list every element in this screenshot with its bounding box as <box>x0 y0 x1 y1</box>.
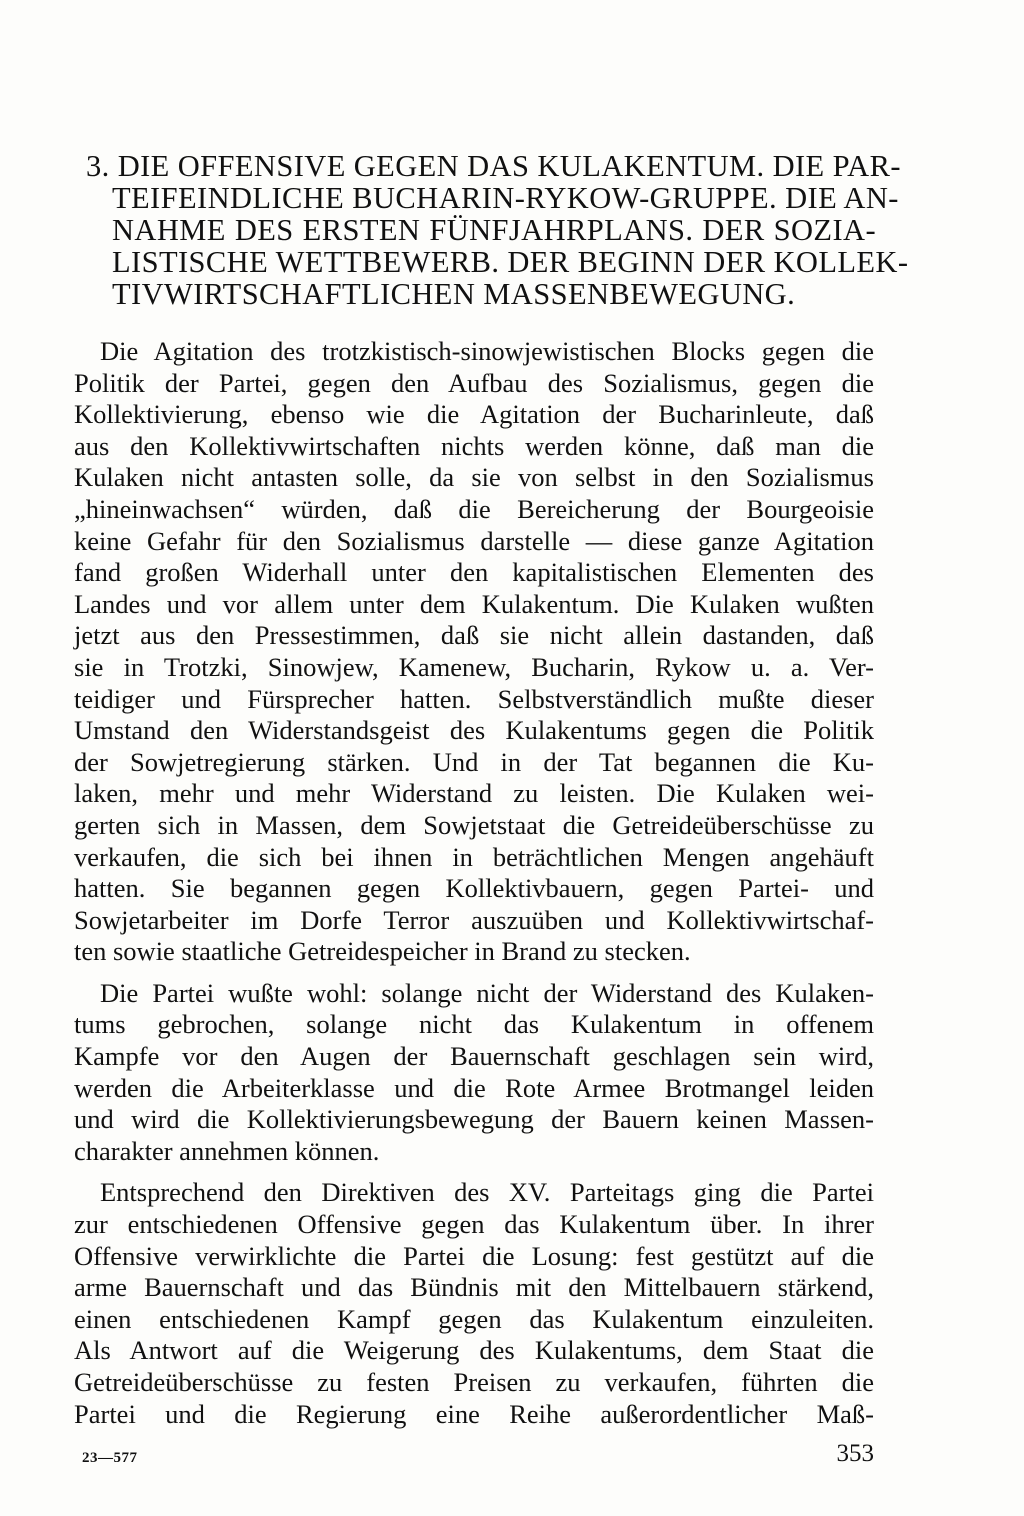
text-line: Sowjetarbeiter im Dorfe Terror auszuüben und Kollektivwirtschaf- <box>74 904 874 935</box>
body-text <box>74 336 874 1440</box>
text-line: Offensive verwirklichte die Partei die Losung: fest gestützt auf die <box>74 1240 874 1271</box>
text-line: teidiger und Fürsprecher hatten. Selbstverständlich mußte dieser <box>74 683 874 714</box>
text-line: werden die Arbeiterklasse und die Rote Armee Brotmangel leiden <box>74 1072 874 1103</box>
text-line: Umstand den Widerstandsgeist des Kulakentums gegen die Politik <box>74 715 874 746</box>
text-line: aus den Kollektivwirtschaften nichts werden könne, daß man die <box>74 430 874 461</box>
text-line: Die Agitation des trotzkistisch-sinowjewistischen Blocks gegen die <box>100 336 874 366</box>
heading-line: TIVWIRTSCHAFTLICHEN MASSENBEWEGUNG. <box>112 277 796 311</box>
paragraph <box>74 978 874 1168</box>
text-line: tums gebrochen, solange nicht das Kulakentum in offenem <box>74 1009 874 1040</box>
text-line: jetzt aus den Pressestimmen, daß sie nicht allein dastanden, daß <box>74 620 874 651</box>
text-line: Die Partei wußte wohl: solange nicht der Widerstand des Kulaken- <box>100 977 874 1008</box>
heading-line: LISTISCHE WETTBEWERB. DER BEGINN DER KOLLEK- <box>112 245 909 279</box>
text-line: Partei und die Regierung eine Reihe außerordentlicher Maß- <box>74 1398 874 1429</box>
heading-line: NAHME DES ERSTEN FÜNFJAHRPLANS. DER SOZIA- <box>112 213 876 247</box>
text-line: Kampfe vor den Augen der Bauernschaft geschlagen sein wird, <box>74 1041 874 1072</box>
text-line: Kollektivierung, ebenso wie die Agitation der Bucharinleute, daß <box>74 399 874 430</box>
text-line: hatten. Sie begannen gegen Kollektivbauern, gegen Partei- und <box>74 873 874 904</box>
heading-line: 3. DIE OFFENSIVE GEGEN DAS KULAKENTUM. DIE PAR- <box>86 149 901 183</box>
text-line: gerten sich in Massen, dem Sowjetstaat die Getreideüberschüsse zu <box>74 809 874 840</box>
text-line: charakter annehmen können. <box>74 1135 380 1166</box>
text-line: verkaufen, die sich bei ihnen in beträchtlichen Mengen angehäuft <box>74 841 874 872</box>
text-line: keine Gefahr für den Sozialismus darstelle — diese ganze Agitation <box>74 525 874 556</box>
text-line: einen entschiedenen Kampf gegen das Kulakentum einzuleiten. <box>74 1303 874 1334</box>
printer-signature: 23—577 <box>82 1450 138 1466</box>
text-line: sie in Trotzki, Sinowjew, Kamenew, Bucharin, Rykow u. a. Ver- <box>74 651 874 682</box>
text-line: „hineinwachsen“ würden, daß die Bereicherung der Bourgeoisie <box>74 493 874 524</box>
text-line: arme Bauernschaft und das Bündnis mit den Mittelbauern stärkend, <box>74 1272 874 1303</box>
paragraph <box>74 1177 874 1430</box>
paragraph <box>74 336 874 968</box>
text-line: laken, mehr und mehr Widerstand zu leisten. Die Kulaken wei- <box>74 778 874 809</box>
text-line: Politik der Partei, gegen den Aufbau des Sozialismus, gegen die <box>74 367 874 398</box>
text-line: Kulaken nicht antasten solle, da sie von selbst in den Sozialismus <box>74 462 874 493</box>
section-heading <box>86 149 909 311</box>
text-line: der Sowjetregierung stärken. Und in der Tat begannen die Ku- <box>74 746 874 777</box>
text-line: Landes und vor allem unter dem Kulakentum. Die Kulaken wußten <box>74 588 874 619</box>
text-line: Entsprechend den Direktiven des XV. Parteitags ging die Partei <box>100 1177 874 1208</box>
text-line: Als Antwort auf die Weigerung des Kulakentums, dem Staat die <box>74 1335 874 1366</box>
text-line: ten sowie staatliche Getreidespeicher in Brand zu stecken. <box>74 936 691 967</box>
text-line: Getreideüberschüsse zu festen Preisen zu verkaufen, führten die <box>74 1367 874 1397</box>
text-line: fand großen Widerhall unter den kapitalistischen Elementen des <box>74 557 874 588</box>
page-number: 353 <box>836 1440 874 1467</box>
text-line: zur entschiedenen Offensive gegen das Kulakentum über. In ihrer <box>74 1209 874 1240</box>
text-line: und wird die Kollektivierungsbewegung der Bauern keinen Massen- <box>74 1104 874 1135</box>
heading-line: TEIFEINDLICHE BUCHARIN-RYKOW-GRUPPE. DIE AN- <box>112 181 899 215</box>
